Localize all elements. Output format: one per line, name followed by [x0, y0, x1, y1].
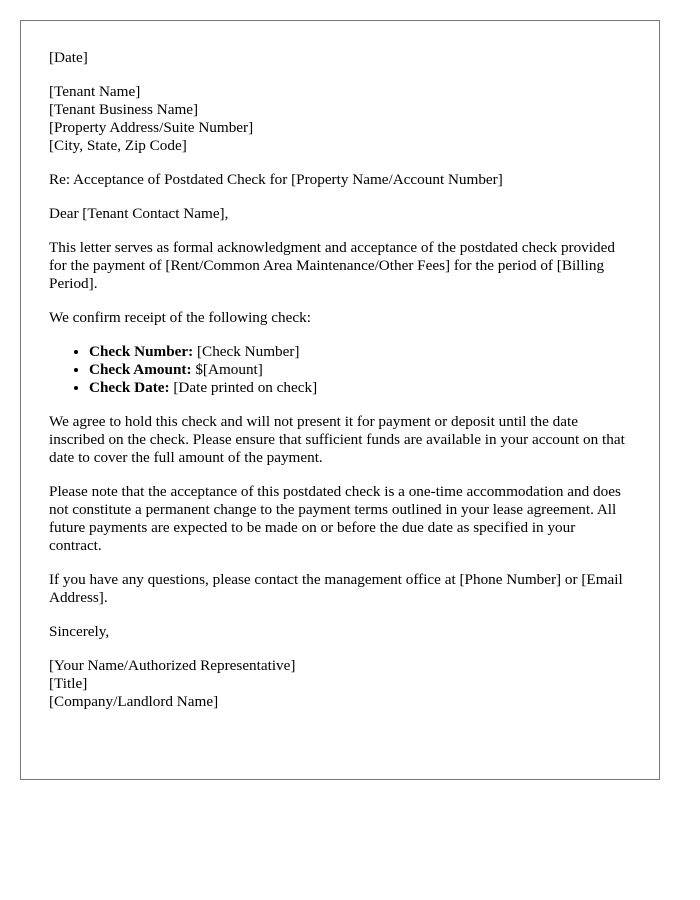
contact-paragraph: If you have any questions, please contact the management office at [Phone Number] or [Email Address].	[49, 571, 623, 606]
check-detail-label: Check Number:	[89, 343, 194, 360]
signature-title: [Title]	[49, 675, 88, 692]
check-details-list	[49, 343, 631, 397]
check-detail-value: $[Amount]	[191, 361, 263, 378]
check-detail-label: Check Date:	[89, 379, 170, 396]
hold-paragraph: We agree to hold this check and will not present it for payment or deposit until the date inscribed on the check. Please ensure that sufficient funds are available in your account on that date to cover the full amount of the payment.	[49, 413, 625, 466]
check-detail-item	[89, 379, 631, 397]
recipient-city: [City, State, Zip Code]	[49, 137, 187, 154]
check-detail-value: [Check Number]	[193, 343, 300, 360]
letter-container	[20, 20, 660, 780]
signature-block	[49, 657, 631, 711]
closing: Sincerely,	[49, 623, 110, 640]
confirm-intro: We confirm receipt of the following check:	[49, 309, 311, 326]
check-detail-value: [Date printed on check]	[169, 379, 318, 396]
check-detail-item	[89, 361, 631, 379]
salutation: Dear [Tenant Contact Name],	[49, 205, 229, 222]
recipient-block	[49, 83, 631, 155]
signature-name: [Your Name/Authorized Representative]	[49, 657, 296, 674]
note-paragraph: Please note that the acceptance of this postdated check is a one-time accommodation and does not constitute a permanent change to the payment terms outlined in your lease agreement. All future payments are expected to be made on or before the due date as specified in your contract.	[49, 483, 621, 554]
signature-company: [Company/Landlord Name]	[49, 693, 219, 710]
check-detail-label: Check Amount:	[89, 361, 192, 378]
check-detail-item	[89, 343, 631, 361]
recipient-name: [Tenant Name]	[49, 83, 141, 100]
intro-paragraph: This letter serves as formal acknowledgment and acceptance of the postdated check provided for the payment of [Rent/Common Area Maintenance/Other Fees] for the period of [Billing Period].	[49, 239, 615, 292]
letter-date: [Date]	[49, 49, 88, 66]
recipient-business: [Tenant Business Name]	[49, 101, 199, 118]
subject-line: Re: Acceptance of Postdated Check for [Property Name/Account Number]	[49, 171, 503, 188]
recipient-address: [Property Address/Suite Number]	[49, 119, 254, 136]
